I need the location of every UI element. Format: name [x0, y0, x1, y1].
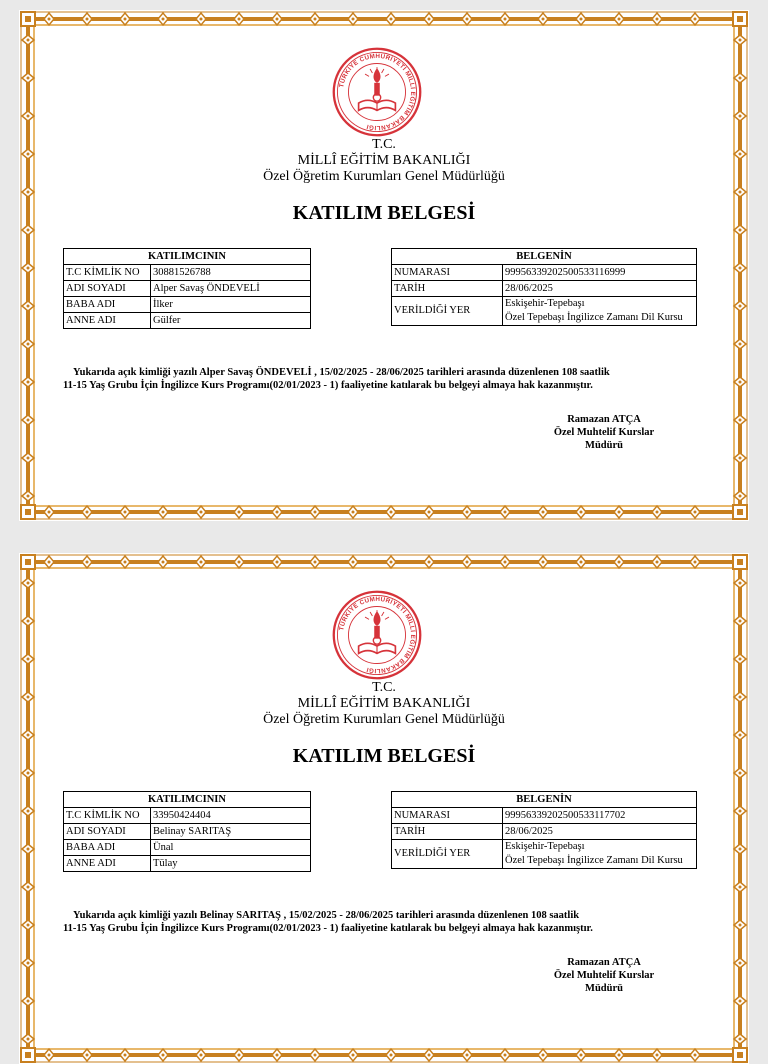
field-value: Tülay	[151, 856, 311, 872]
field-label: ANNE ADI	[64, 856, 151, 872]
header-directorate: Özel Öğretim Kurumları Genel Müdürlüğü	[263, 712, 505, 727]
table-row	[64, 856, 311, 872]
field-value: Belinay SARITAŞ	[151, 824, 311, 840]
participant-table	[63, 791, 311, 872]
document-info-table	[391, 791, 697, 869]
document-info-table	[391, 248, 697, 326]
certificate-statement	[63, 909, 703, 935]
field-value: 99956339202500533117702	[503, 808, 697, 824]
field-label: T.C KİMLİK NO	[64, 808, 151, 824]
certificate-1	[19, 10, 749, 521]
signatory-title: Özel Muhtelif Kurslar	[553, 427, 655, 438]
field-value: 28/06/2025	[503, 281, 697, 297]
field-value: 28/06/2025	[503, 824, 697, 840]
participant-heading: KATILIMCININ	[64, 792, 311, 808]
table-row	[64, 824, 311, 840]
place-line-1: Eskişehir-Tepebaşı	[505, 298, 585, 309]
document-title: KATILIM BELGESİ	[292, 202, 476, 224]
table-row	[64, 313, 311, 329]
header-ministry: MİLLÎ EĞİTİM BAKANLIĞI	[297, 696, 471, 711]
table-row	[392, 824, 697, 840]
field-label: ADI SOYADI	[64, 281, 151, 297]
signatory-name: Ramazan ATÇA	[567, 957, 641, 968]
field-value: Gülfer	[151, 313, 311, 329]
field-label: VERİLDİĞİ YER	[392, 297, 503, 326]
signatory-role: Müdürü	[585, 440, 623, 451]
field-value: 30881526788	[151, 265, 311, 281]
field-label: BABA ADI	[64, 297, 151, 313]
table-row	[64, 265, 311, 281]
ministry-seal-icon	[331, 589, 423, 681]
statement-line-2: 11-15 Yaş Grubu İçin İngilizce Kurs Programı(02/01/2023 - 1) faaliyetine katılarak bu belgeyi almaya hak kazanmıştır.	[63, 380, 593, 391]
table-row	[64, 297, 311, 313]
field-value: Alper Savaş ÖNDEVELİ	[151, 281, 311, 297]
place-line-2: Özel Tepebaşı İngilizce Zamanı Dil Kursu	[505, 312, 683, 323]
signatory-role: Müdürü	[585, 983, 623, 994]
field-label: VERİLDİĞİ YER	[392, 840, 503, 869]
statement-line-2: 11-15 Yaş Grubu İçin İngilizce Kurs Programı(02/01/2023 - 1) faaliyetine katılarak bu belgeyi almaya hak kazanmıştır.	[63, 923, 593, 934]
field-label: ADI SOYADI	[64, 824, 151, 840]
participant-table	[63, 248, 311, 329]
header-tc: T.C.	[372, 137, 396, 152]
field-value	[503, 840, 697, 869]
svg-text:TÜRKİYE CUMHURİYETİ MİLLÎ EĞİT: TÜRKİYE CUMHURİYETİ MİLLÎ EĞİTİM BAKANLIĞI	[338, 595, 417, 675]
table-row	[64, 808, 311, 824]
document-title: KATILIM BELGESİ	[292, 745, 476, 767]
place-line-2: Özel Tepebaşı İngilizce Zamanı Dil Kursu	[505, 855, 683, 866]
ministry-seal-icon	[331, 46, 423, 138]
document-heading: BELGENİN	[392, 792, 697, 808]
signature-block	[529, 413, 679, 452]
table-row	[392, 281, 697, 297]
document-heading: BELGENİN	[392, 249, 697, 265]
signatory-title: Özel Muhtelif Kurslar	[553, 970, 655, 981]
table-row	[392, 840, 697, 869]
table-row	[392, 297, 697, 326]
header-ministry: MİLLÎ EĞİTİM BAKANLIĞI	[297, 153, 471, 168]
field-label: NUMARASI	[392, 265, 503, 281]
certificate-2	[19, 553, 749, 1064]
header-tc: T.C.	[372, 680, 396, 695]
signatory-name: Ramazan ATÇA	[567, 414, 641, 425]
field-value: 99956339202500533116999	[503, 265, 697, 281]
svg-text:TÜRKİYE CUMHURİYETİ MİLLÎ EĞİT: TÜRKİYE CUMHURİYETİ MİLLÎ EĞİTİM BAKANLIĞI	[338, 52, 417, 132]
signature-block	[529, 956, 679, 995]
field-value	[503, 297, 697, 326]
table-row	[64, 281, 311, 297]
field-label: T.C KİMLİK NO	[64, 265, 151, 281]
field-value: 33950424404	[151, 808, 311, 824]
participant-heading: KATILIMCININ	[64, 249, 311, 265]
table-row	[392, 265, 697, 281]
table-row	[392, 808, 697, 824]
field-value: Ünal	[151, 840, 311, 856]
place-line-1: Eskişehir-Tepebaşı	[505, 841, 585, 852]
field-label: TARİH	[392, 824, 503, 840]
statement-line-1: Yukarıda açık kimliği yazılı Alper Savaş ÖNDEVELİ , 15/02/2025 - 28/06/2025 tarihleri arasında düzenlenen 108 saatlik	[73, 367, 610, 378]
field-label: TARİH	[392, 281, 503, 297]
certificate-statement	[63, 366, 703, 392]
field-value: İlker	[151, 297, 311, 313]
statement-line-1: Yukarıda açık kimliği yazılı Belinay SARITAŞ , 15/02/2025 - 28/06/2025 tarihleri arasında düzenlenen 108 saatlik	[73, 910, 580, 921]
field-label: NUMARASI	[392, 808, 503, 824]
table-row	[64, 840, 311, 856]
field-label: BABA ADI	[64, 840, 151, 856]
header-directorate: Özel Öğretim Kurumları Genel Müdürlüğü	[263, 169, 505, 184]
field-label: ANNE ADI	[64, 313, 151, 329]
